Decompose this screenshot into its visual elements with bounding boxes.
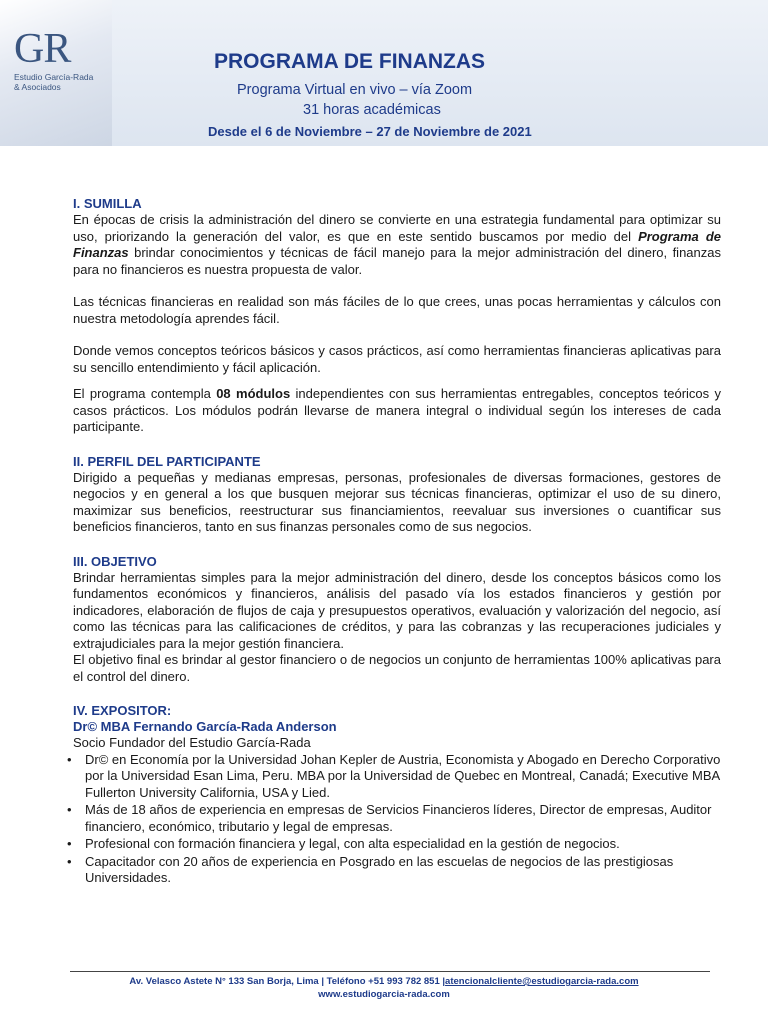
bullet-icon: • [67,751,72,767]
section-expositor-heading: IV. EXPOSITOR: [73,703,172,718]
logo-sub-line2: & Asociados [14,82,61,92]
list-item [65,836,721,853]
sumilla-p4-text-a: El programa contempla [73,386,217,401]
bullet-text: Capacitador con 20 años de experiencia en Posgrado en las escuelas de negocios de las prestigiosas Universidades. [85,853,674,885]
objetivo-paragraph-1: Brindar herramientas simples para la mejor administración del dinero, desde los conceptos básicos como los fundamentos económicos y financieros, análisis del pasado vía los estados financieros y gestión por indicadores, elaboración de flujos de caja y presupuestos operativos, evaluación y valorización del negocio, así como las técnicas para las calificaciones de créditos, y para las cobranzas y las recuperaciones judiciales y extrajudiciales para la mejor gestión financiera. [73,569,721,651]
objetivo-paragraph-2: El objetivo final es brindar al gestor financiero o de negocios un conjunto de herramientas 100% aplicativas para el control del dinero. [73,652,721,684]
section-sumilla-heading: I. SUMILLA [73,196,142,211]
footer-contact [0,976,768,987]
logo-sub-line1: Estudio García-Rada [14,72,94,82]
footer-email-link[interactable]: atencionalcliente@estudiogarcia-rada.com [445,976,639,987]
logo-panel [0,0,112,146]
sumilla-p1-text-b: brindar conocimientos y técnicas de fácil manejo para la mejor administración del dinero, finanzas para no financieros es nuestra propuesta de valor. [73,245,721,277]
program-name-emphasis: Programa de Finanzas [73,228,721,260]
page-title: PROGRAMA DE FINANZAS [214,50,486,73]
program-modality: Programa Virtual en vivo – vía Zoom [237,82,473,98]
bullet-icon: • [67,836,72,851]
bullet-text: Más de 18 años de experiencia en empresas de Servicios Financieros líderes, Director de empresas, Auditor financiero, económico, tributario y legal de empresas. [85,802,712,834]
section-objetivo-heading: III. OBJETIVO [73,553,157,569]
footer-divider [70,971,710,972]
expositor-role: Socio Fundador del Estudio García-Rada [73,735,311,750]
list-item [65,802,721,835]
section-perfil-heading: II. PERFIL DEL PARTICIPANTE [73,453,261,469]
bullet-text: Profesional con formación financiera y legal, con alta especialidad en la gestión de negocios. [85,836,620,851]
logo-subtitle [14,72,104,92]
sumilla-p1-text-a: En épocas de crisis la administración del dinero se convierte en una estrategia fundamental para optimizar su uso, priorizando la generación del valor, es que en este sentido buscamos por medio del [73,212,721,244]
footer-address: Av. Velasco Astete N° 133 San Borja, Lima | Teléfono +51 993 782 851 | [129,976,446,987]
footer-website-link[interactable]: www.estudiogarcia-rada.com [318,989,450,1000]
list-item [65,854,721,887]
bullet-icon: • [67,802,72,817]
header-banner [0,0,768,146]
bullet-text: Dr© en Economía por la Universidad Johan Kepler de Austria, Economista y Abogado en Derecho Corporativo por la Universidad Esan Lima, Peru. MBA por la Universidad de Quebec en Montreal, Canadá; Executive MBA Fullerton University California, USA y Lied. [85,751,721,800]
perfil-paragraph: Dirigido a pequeñas y medianas empresas, personas, profesionales de diversas formaciones, gestores de negocios y en general a los que busquen mejorar sus técnicas financieras, optimizar el uso de su dinero, maximizar sus beneficios, reestructurar sus financiamientos, reevaluar sus inversiones o cuantificar sus beneficios financieros, tanto en sus finanzas personales como de sus negocios. [73,469,721,534]
expositor-name: Dr© MBA Fernando García-Rada Anderson [73,719,337,734]
expositor-bullet-list [65,752,721,887]
modules-count: 08 módulos [216,386,291,401]
list-item [65,752,721,802]
document-body [67,196,721,888]
sumilla-paragraph-3: Donde vemos conceptos teóricos básicos y casos prácticos, así como herramientas financieras aplicativas para su sencillo entendimiento y fácil aplicación. [73,343,721,375]
sumilla-paragraph-4 [73,386,721,436]
sumilla-paragraph-2: Las técnicas financieras en realidad son más fáciles de lo que crees, unas pocas herramientas y cálculos con nuestra metodología aprendes fácil. [73,294,721,326]
sumilla-p4-text-c: independientes con sus herramientas entregables, conceptos teóricos y casos prácticos. Los módulos podrán llevarse de manera integral o individual según los intereses de cada participante. [73,386,721,434]
bullet-icon: • [67,853,72,869]
sumilla-paragraph-1 [73,212,721,278]
program-hours: 31 horas académicas [303,102,441,118]
program-dates: Desde el 6 de Noviembre – 27 de Noviembre de 2021 [208,124,532,139]
company-logo: GR [14,26,71,72]
